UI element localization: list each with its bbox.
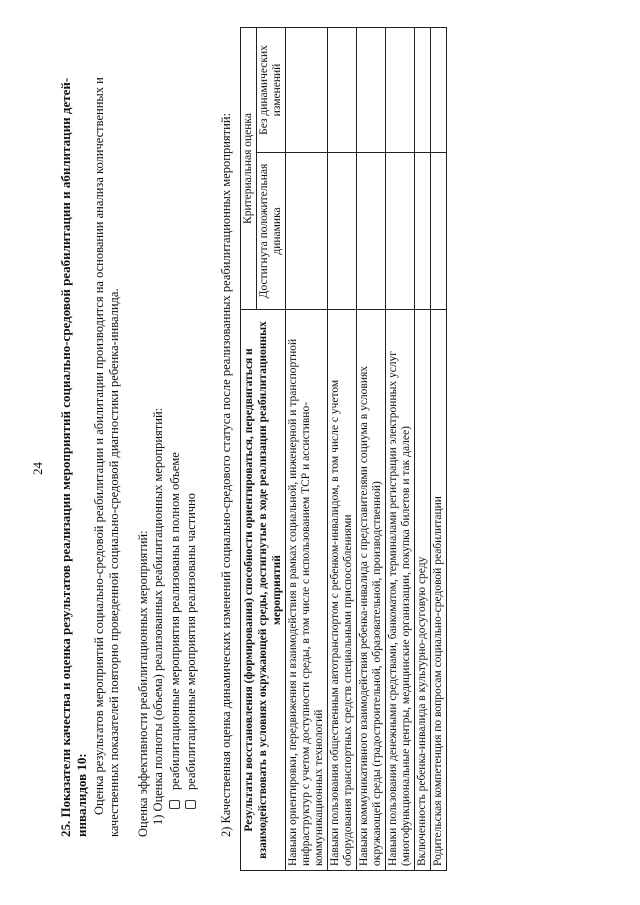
page-number: 24 bbox=[30, 462, 45, 475]
positive-cell[interactable] bbox=[415, 153, 431, 310]
item1-title: 1) Оценка полноты (объема) реализованных реабилитационных мероприятий: bbox=[151, 407, 165, 825]
table-row bbox=[431, 28, 447, 871]
positive-cell[interactable] bbox=[357, 153, 386, 310]
no-change-cell[interactable] bbox=[357, 28, 386, 153]
table-row bbox=[328, 28, 357, 871]
table-row bbox=[286, 28, 328, 871]
row-label: Навыки ориентировки, передвижения и взаимодействия в рамках социальной, инженерной и транспортной инфраструктур с учетом доступности среды, в том числе с использованием ТСР и ассистивно-коммуникационных технологий bbox=[286, 310, 328, 871]
checkbox-icon[interactable] bbox=[185, 800, 196, 809]
checkbox-label: реабилитационные мероприятия реализованы в полном объеме bbox=[168, 452, 182, 790]
no-change-cell[interactable] bbox=[386, 28, 415, 153]
positive-cell[interactable] bbox=[328, 153, 357, 310]
header-no-dynamics: Без динамических изменений bbox=[257, 28, 286, 153]
checkbox-option-full[interactable] bbox=[168, 452, 183, 809]
table-row bbox=[357, 28, 386, 871]
no-change-cell[interactable] bbox=[328, 28, 357, 153]
row-label: Включенность ребенка-инвалида в культурно-досуговую среду bbox=[415, 310, 431, 871]
checkbox-label: реабилитационные мероприятия реализованы частично bbox=[184, 493, 198, 790]
table-row bbox=[415, 28, 431, 871]
assessment-table bbox=[240, 27, 447, 871]
positive-cell[interactable] bbox=[431, 153, 447, 310]
no-change-cell[interactable] bbox=[415, 28, 431, 153]
effectiveness-title: Оценка эффективности реабилитационных мероприятий: bbox=[136, 530, 150, 837]
row-label: Навыки пользования денежными средствами, банкоматом, терминалами регистрации электронных услуг (многофункциональные центры, медицинские организации, покупка билетов и так далее) bbox=[386, 310, 415, 871]
no-change-cell[interactable] bbox=[431, 28, 447, 153]
checkbox-option-partial[interactable] bbox=[184, 493, 199, 809]
table-row bbox=[386, 28, 415, 871]
header-results: Результаты восстановления (формирования) способности ориентироваться, передвигаться и взаимодействовать в условиях окружающей среды, достигнутые в ходе реализации реабилитационных мероприятий bbox=[241, 310, 286, 871]
item2-title: 2) Качественная оценка динамических изменений социально-средового статуса после реализованных реабилитационных мероприятий: bbox=[219, 113, 233, 837]
checkbox-icon[interactable] bbox=[169, 800, 180, 809]
intro-paragraph: Оценка результатов мероприятий социально-средовой реабилитации и абилитации производится на основании анализа количественных и качественных показателей повторно проведенной социально-средовой диагностики ребенка-инвалида. bbox=[92, 77, 121, 837]
no-change-cell[interactable] bbox=[286, 28, 328, 153]
table-header-row bbox=[241, 28, 257, 871]
row-label: Родительская компетенция по вопросам социально-средовой реабилитации bbox=[431, 310, 447, 871]
positive-cell[interactable] bbox=[286, 153, 328, 310]
section-heading: 25. Показатели качества и оценка результатов реализации мероприятий социально-средовой реабилитации и абилитации детей-инвалидов 10: bbox=[58, 77, 89, 837]
positive-cell[interactable] bbox=[386, 153, 415, 310]
header-criteria: Критериальная оценка bbox=[241, 28, 257, 310]
row-label: Навыки коммуникативного взаимодействия ребенка-инвалида с представителями социума в условиях окружающей среды (градостроительной, образовательной, производственной) bbox=[357, 310, 386, 871]
header-positive-dynamics: Достигнута положительная динамика bbox=[257, 153, 286, 310]
row-label: Навыки пользования общественным автотранспортом с ребенком-инвалидом, в том числе с учетом оборудования транспортных средств специальными приспособлениями bbox=[328, 310, 357, 871]
